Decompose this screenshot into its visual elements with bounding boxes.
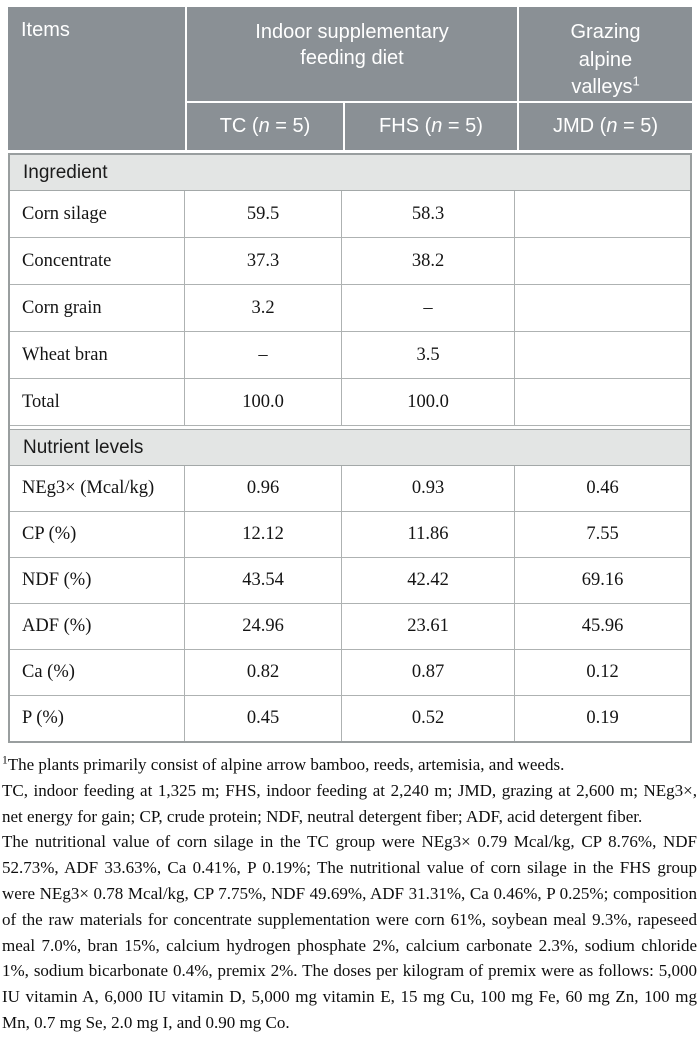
header-cell-indoor-group	[187, 7, 517, 101]
table-row	[10, 238, 690, 285]
cell-tc: 12.12	[185, 512, 342, 557]
cell-fhs: 0.52	[342, 696, 515, 741]
cell-tc: 3.2	[185, 285, 342, 331]
footnote-plants: $^1$The plants primarily consist of alpine arrow bamboo, reeds, artemisia, and weeds.	[2, 754, 565, 774]
table-row	[10, 604, 690, 650]
section-header-ingredient	[10, 155, 690, 191]
header-cell-items	[8, 7, 185, 150]
table-row	[10, 332, 690, 379]
cell-jmd	[515, 332, 690, 378]
subheader-tc: TC ( n = 5)	[187, 103, 343, 150]
cell-jmd: 0.19	[586, 708, 619, 728]
row-label: CP (%)	[10, 512, 185, 557]
cell-tc: 24.96	[185, 604, 342, 649]
table-row	[10, 191, 690, 238]
table-row	[10, 466, 690, 512]
table-row	[10, 650, 690, 696]
cell-fhs: 38.2	[342, 238, 515, 284]
table-row	[10, 379, 690, 426]
row-label: Total	[10, 379, 185, 425]
row-label: NEg3× (Mcal/kg)	[10, 466, 185, 511]
cell-tc: 59.5	[185, 191, 342, 237]
grazing-footnote-marker: 1	[632, 73, 640, 89]
cell-fhs: 0.93	[342, 466, 515, 511]
table-header	[8, 7, 692, 150]
section-title: Nutrient levels	[23, 436, 144, 458]
cell-tc: 0.82	[185, 650, 342, 695]
footnotes	[2, 752, 697, 1036]
table-row	[10, 512, 690, 558]
cell-jmd	[515, 379, 690, 425]
cell-jmd: 7.55	[586, 524, 619, 544]
row-label: Corn grain	[10, 285, 185, 331]
cell-tc: 100.0	[185, 379, 342, 425]
table-row	[10, 696, 690, 741]
row-label: Ca (%)	[10, 650, 185, 695]
cell-fhs: 11.86	[342, 512, 515, 557]
cell-jmd: 45.96	[581, 616, 624, 636]
header-cell-grazing-group	[519, 7, 692, 101]
indoor-group-label: Indoor supplementary feeding diet	[255, 21, 449, 70]
footnote-abbreviations: TC, indoor feeding at 1,325 m; FHS, indoor feeding at 2,240 m; JMD, grazing at 2,600 m; NEg3×, net energy for gain; CP, crude protein; NDF, neutral detergent fiber; ADF, acid detergent fiber.	[2, 780, 697, 826]
cell-fhs: 23.61	[342, 604, 515, 649]
footnote-nutritional-values: The nutritional value of corn silage in the TC group were NEg3× 0.79 Mcal/kg, CP 8.76%, NDF 52.73%, ADF 33.63%, Ca 0.41%, P 0.19%; The nutritional value of corn silage in the FHS group were NEg3× 0.78 Mcal/kg, CP 7.75%, NDF 49.69%, ADF 31.31%, Ca 0.46%, P 0.25%; composition of the raw materials for concentrate supplementation were corn 61%, soybean meal 9.3%, rapeseed meal 7.0%, bran 15%, calcium hydrogen phosphate 2%, calcium carbonate 2.3%, sodium chloride 1%, sodium bicarbonate 0.4%, premix 2%. The doses per kilogram of premix were as follows: 5,000 IU vitamin A, 6,000 IU vitamin D, 5,000 mg vitamin E, 15 mg Cu, 100 mg Fe, 60 mg Zn, 100 mg Mn, 0.7 mg Se, 2.0 mg I, and 0.90 mg Co.	[2, 832, 697, 1032]
row-label: ADF (%)	[10, 604, 185, 649]
cell-jmd: 69.16	[581, 570, 624, 590]
footnote-marker: 1	[2, 754, 8, 767]
cell-jmd	[515, 191, 690, 237]
section-header-nutrient-levels	[10, 429, 690, 466]
cell-fhs: 58.3	[342, 191, 515, 237]
cell-jmd: 0.12	[586, 662, 619, 682]
cell-tc: 0.45	[185, 696, 342, 741]
cell-fhs: 100.0	[342, 379, 515, 425]
cell-fhs: 42.42	[342, 558, 515, 603]
cell-fhs: 0.87	[342, 650, 515, 695]
section-title: Ingredient	[23, 161, 108, 183]
row-label: Concentrate	[10, 238, 185, 284]
cell-tc: –	[185, 332, 342, 378]
table-row	[10, 285, 690, 332]
cell-tc: 0.96	[185, 466, 342, 511]
subheader-jmd: JMD ( n = 5)	[519, 103, 692, 150]
grazing-group-label: Grazing alpine valleys	[570, 21, 641, 99]
subheader-fhs: FHS ( n = 5)	[345, 103, 517, 150]
cell-jmd	[515, 285, 690, 331]
row-label: Corn silage	[10, 191, 185, 237]
row-label: P (%)	[10, 696, 185, 741]
row-label: NDF (%)	[10, 558, 185, 603]
table-row	[10, 558, 690, 604]
items-label: Items	[21, 19, 70, 41]
cell-fhs: –	[342, 285, 515, 331]
page	[0, 7, 700, 1061]
cell-tc: 37.3	[185, 238, 342, 284]
cell-jmd: 0.46	[586, 478, 619, 498]
cell-tc: 43.54	[185, 558, 342, 603]
diet-composition-table	[8, 7, 692, 743]
cell-jmd	[515, 238, 690, 284]
row-label: Wheat bran	[10, 332, 185, 378]
table-body	[8, 153, 692, 743]
cell-fhs: 3.5	[342, 332, 515, 378]
